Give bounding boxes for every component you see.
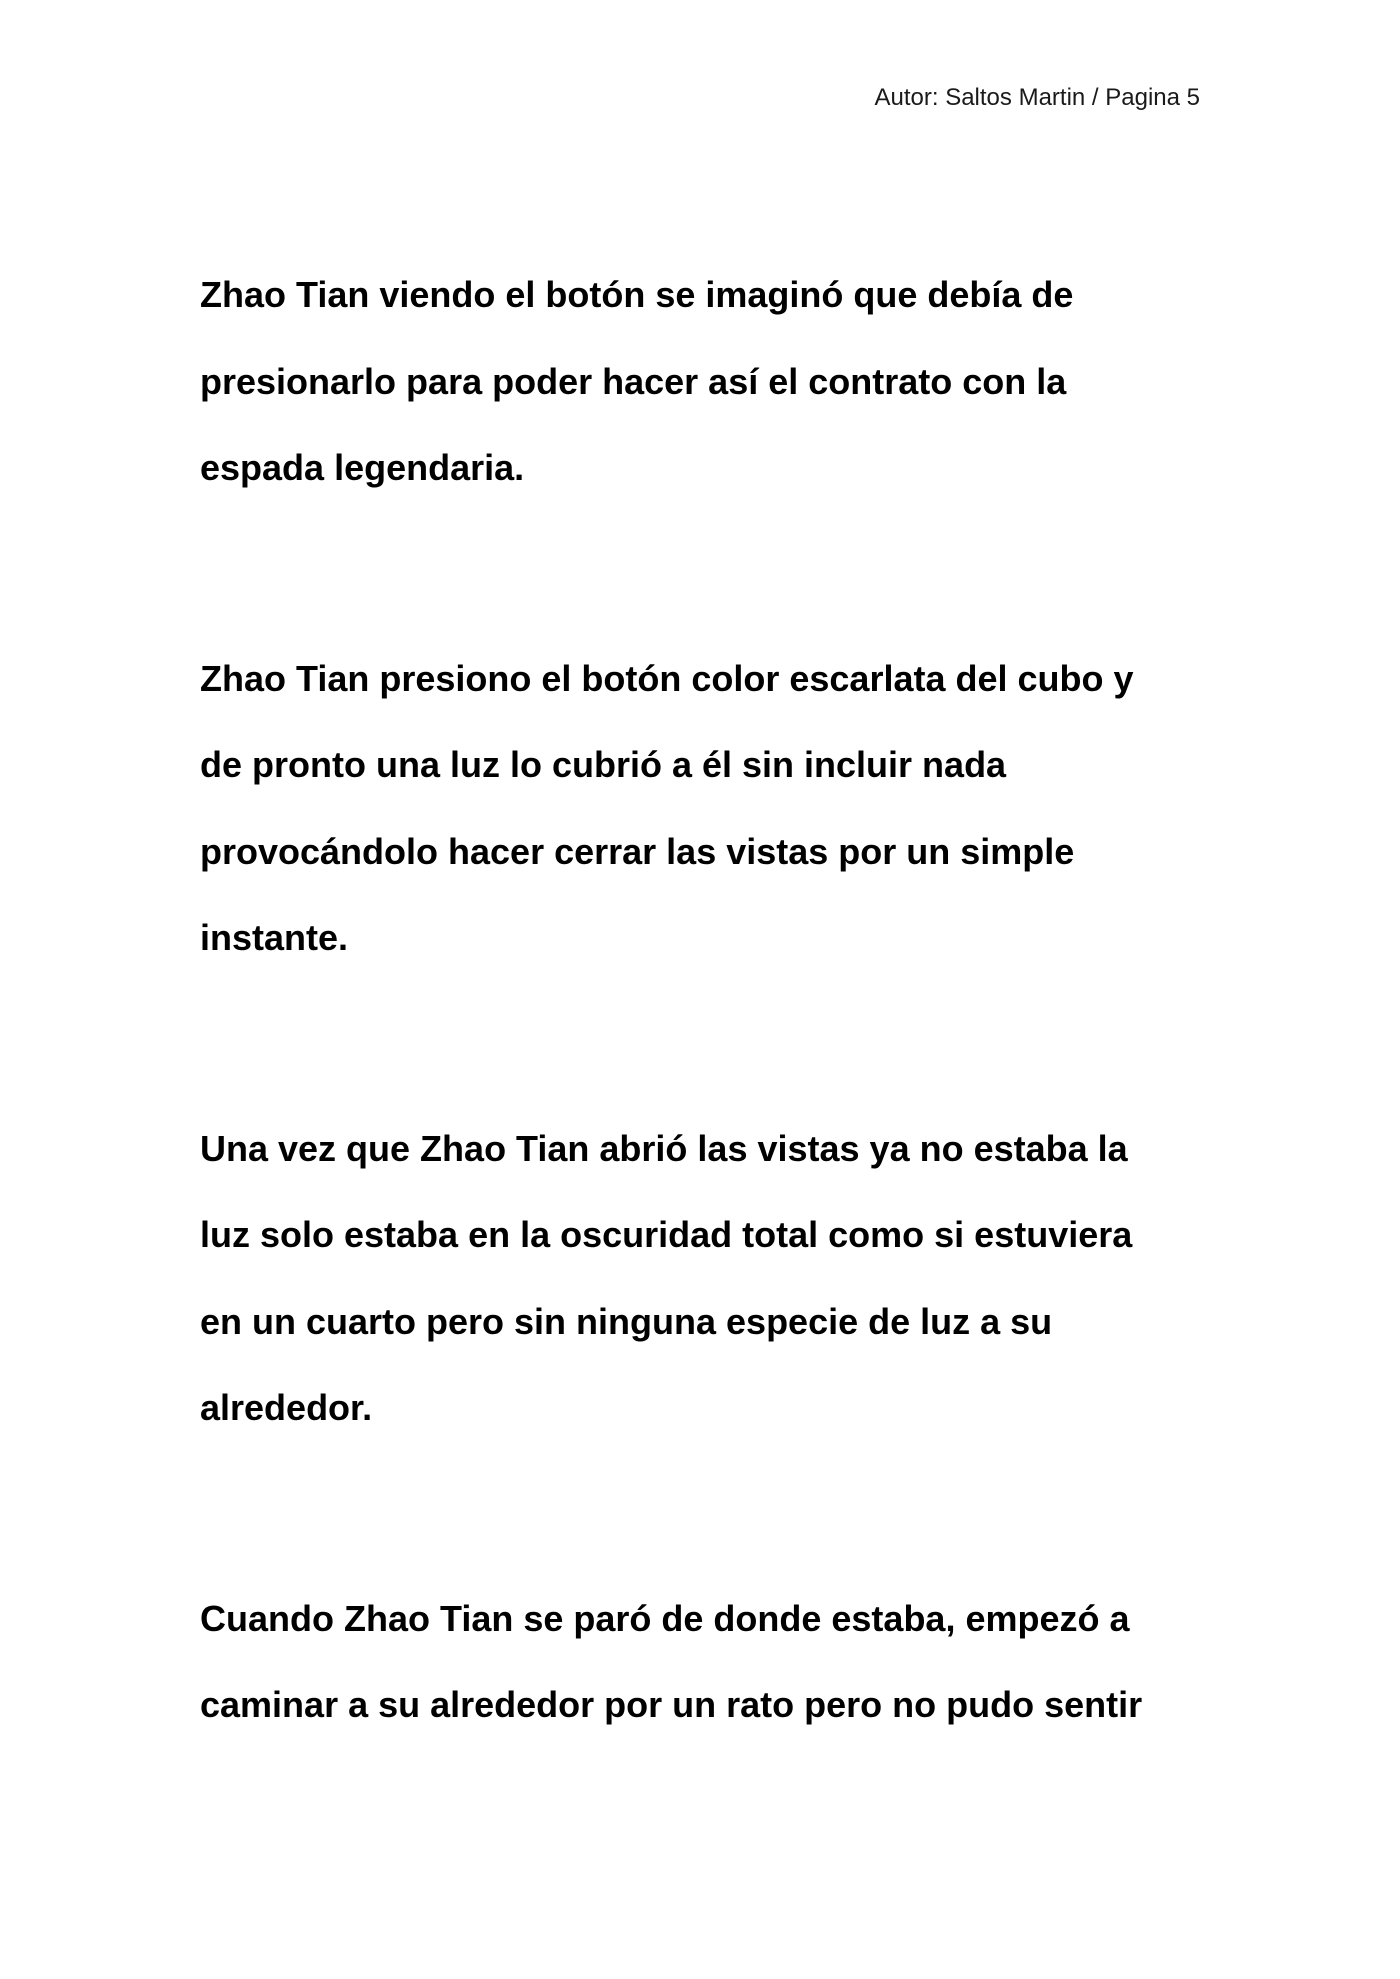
paragraph-3-line-2: luz solo estaba en la oscuridad total como si estuviera [200, 1214, 1133, 1255]
paragraph-1-line-2: presionarlo para poder hacer así el contrato con la [200, 361, 1067, 402]
paragraph-3-line-3: en un cuarto pero sin ninguna especie de luz a su [200, 1301, 1053, 1342]
paragraph-4-line-1: Cuando Zhao Tian se paró de donde estaba, empezó a [200, 1598, 1130, 1639]
paragraph-2-line-4: instante. [200, 917, 349, 958]
paragraph-3-line-1: Una vez que Zhao Tian abrió las vistas ya no estaba la [200, 1128, 1128, 1169]
page-header: Autor: Saltos Martin / Pagina 5 [874, 84, 1200, 111]
paragraph-3-line-4: alrededor. [200, 1387, 373, 1428]
paragraph-1-line-3: espada legendaria. [200, 447, 525, 488]
paragraph-2-line-2: de pronto una luz lo cubrió a él sin incluir nada [200, 744, 1007, 785]
paragraph-1-line-1: Zhao Tian viendo el botón se imaginó que debía de [200, 274, 1074, 315]
paragraph-4-line-2: caminar a su alrededor por un rato pero no pudo sentir [200, 1684, 1143, 1725]
paragraph-2-line-1: Zhao Tian presiono el botón color escarlata del cubo y [200, 658, 1134, 699]
paragraph-2-line-3: provocándolo hacer cerrar las vistas por un simple [200, 831, 1075, 872]
